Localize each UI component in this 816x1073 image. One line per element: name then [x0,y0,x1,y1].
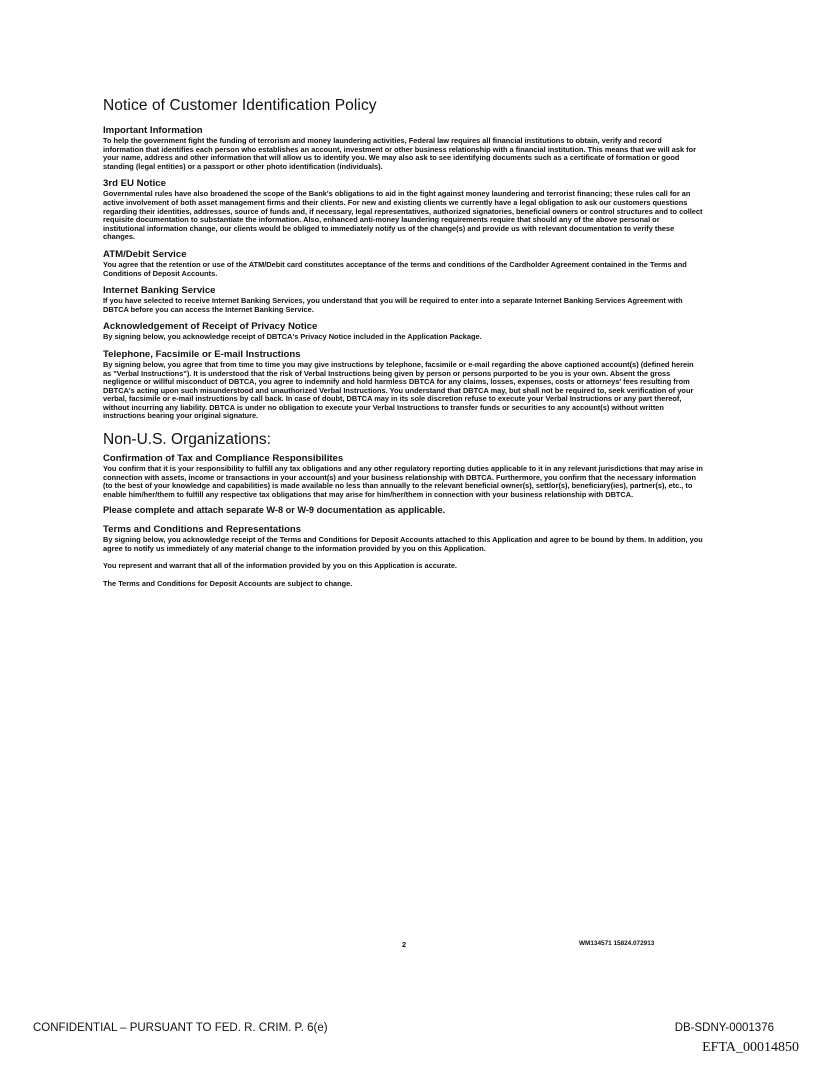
section-body: You confirm that it is your responsibility to fulfill any tax obligations and any other regulatory reporting duties applicable to it in any relevant jurisdictions that may arise in connection with assets, income or transactions in your account(s) and your business relationship with DBTCA. Furthermore, you confirm that the necessary information (to the best of your knowledge and capabilities) is made available no less than annually to the relevant beneficial owner(s), settlor(s), beneficiary(ies), partner(s), etc., to enable him/her/them to fulfill any respective tax obligations that may arise for him/her/them in connection with your business relationship with DBTCA. [103,464,703,499]
document-title: Notice of Customer Identification Policy [103,97,377,114]
section-atm-debit-service [103,249,703,278]
section-body: By signing below, you acknowledge receipt of the Terms and Conditions for Deposit Accounts attached to this Application and agree to be bound by them. In addition, you agree to notify us immediately of any material change to the information provided by you on this Application. [103,535,703,554]
w8-w9-notice: Please complete and attach separate W-8 or W-9 documentation as applicable. [103,505,446,516]
section-verbal-instructions [103,349,703,421]
section-body: You agree that the retention or use of the ATM/Debit card constitutes acceptance of the terms and conditions of the Cardholder Agreement contained in the Terms and Conditions of Deposit Accounts. [103,259,687,278]
section-body: Governmental rules have also broadened the scope of the Bank's obligations to aid in the fight against money laundering and terrorist financing; these rules call for an active involvement of both asset management firms and their clients. For new and existing clients we currently have a legal obligation to ask our customers questions regarding their identities, addresses, source of funds and, if necessary, legal representatives, authorized signatories, beneficial owners or control structures and to collect requisite documentation to substantiate the information. Also, enhanced anti-money laundering requirements require that should any of the above personal or institutional information change, our clients would be obliged to immediately notify us of the change(s) and provide us with relevant documentation to verify these changes. [103,189,703,242]
document-reference: WM134571 15824.072913 [579,940,655,947]
section-terms-and-conditions [103,524,703,553]
bates-number: DB-SDNY-0001376 [674,1022,774,1034]
section-body: To help the government fight the funding of terrorism and money laundering activities, Federal law requires all financial institutions to obtain, verify and record information that identifies each person who establishes an account, investment or other business relationship with a financial institution. This means that we will ask for your name, address and other information that will allow us to identify you. We may also ask to see identifying documents such as a certificate of formation or good standing (legal entities) or a passport or other photo identification (individuals). [103,136,697,171]
page-number: 2 [402,940,407,949]
section-heading: Confirmation of Tax and Compliance Responsibilites [103,453,344,465]
section-body: By signing below, you acknowledge receipt of DBTCA's Privacy Notice included in the Application Package. [103,332,482,342]
section-important-information [103,125,703,171]
section-body: If you have selected to receive Internet Banking Services, you understand that you will be required to enter into a separate Internet Banking Services Agreement with DBTCA before you can access the Internet Banking Service. [103,296,683,314]
section-heading: Acknowledgement of Receipt of Privacy Notice [103,321,318,333]
representation-statement: You represent and warrant that all of the information provided by you on this Application is accurate. [103,560,457,570]
document-content [103,97,703,597]
section-internet-banking [103,285,703,314]
section-tax-compliance [103,453,703,499]
section-heading: Internet Banking Service [103,285,216,297]
section-3rd-eu-notice [103,178,703,242]
efta-number: EFTA_00014850 [702,1040,799,1055]
section-heading: 3rd EU Notice [103,178,166,190]
section-privacy-notice [103,321,703,342]
section-heading: Terms and Conditions and Representations [103,524,302,536]
section-heading: Important Information [103,125,203,136]
subject-to-change-statement: The Terms and Conditions for Deposit Accounts are subject to change. [103,578,353,588]
non-us-title: Non-U.S. Organizations: [103,431,271,449]
section-heading: Telephone, Facsimile or E-mail Instructions [103,348,301,360]
section-body: By signing below, you agree that from time to time you may give instructions by telephone, facsimile or e-mail regarding the above captioned account(s) (defined herein as "Verbal Instructions"). It is understood that the risk of Verbal Instructions being given by person or persons purported to be you is your own. Absent the gross negligence or willful misconduct of DBTCA, you agree to indemnify and hold harmless DBTCA for any claims, losses, expenses, costs or attorneys' fees resulting from DBTCA's acting upon such misunderstood and unauthorized Verbal Instructions. You understand that DBTCA may, but shall not be required to, seek verification of your verbal, facsimile or e-mail instructions by call back. In case of doubt, DBTCA may in its sole discretion refuse to execute your Verbal Instructions or any part thereof, without incurring any liability. DBTCA is under no obligation to execute your Verbal Instructions to transfer funds or securities to any account(s) without written instructions bearing your original signature. [103,359,694,421]
confidential-notice: CONFIDENTIAL – PURSUANT TO FED. R. CRIM. P. 6(e) [33,1022,328,1034]
section-heading: ATM/Debit Service [103,248,187,260]
